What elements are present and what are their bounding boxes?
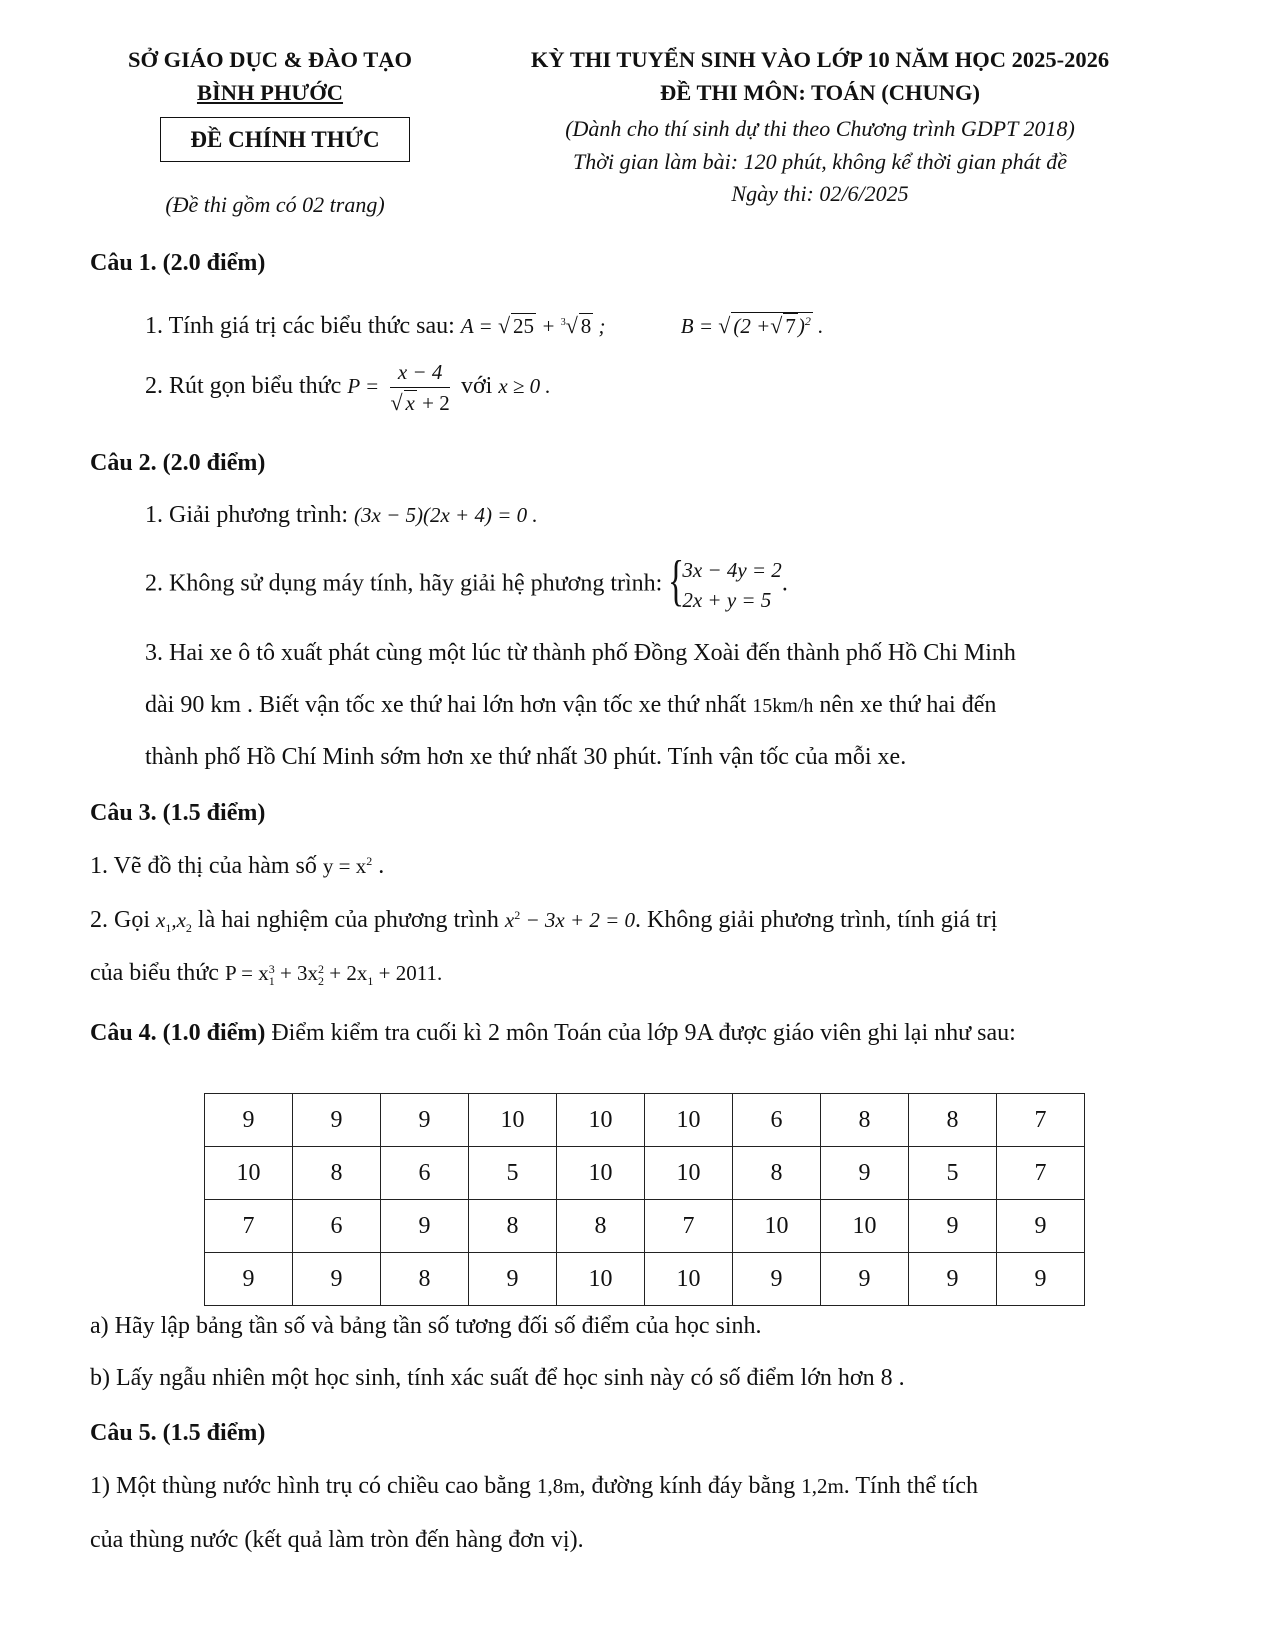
q4-intro: Điểm kiểm tra cuối kì 2 môn Toán của lớp 9A được giáo viên ghi lại như sau: [271,1020,1016,1046]
q3-part2-line2: của biểu thức P = x 3 1 + 3x 2 2 + $2x_1 + 2011$. [90,960,443,989]
table-cell: 9 [909,1253,997,1306]
table-cell: 9 [469,1253,557,1306]
table-cell: 6 [293,1200,381,1253]
q2-part3-line3: thành phố Hồ Chí Minh sớm hơn xe thứ nhất 30 phút. Tính vận tốc của mỗi xe. [145,744,907,770]
table-row [205,1200,1085,1253]
q2-part1 [145,502,538,529]
table-cell: 8 [469,1200,557,1253]
table-cell: 9 [997,1200,1085,1253]
pages-note: (Đề thi gồm có 02 trang) [165,192,385,217]
q2-part3-line2: dài 90 km . Biết vận tốc xe thứ hai lớn hơn vận tốc xe thứ nhất 15km/h nên xe thứ hai đến [145,692,997,718]
table-row [205,1147,1085,1200]
exam-duration: Thời gian làm bài: 120 phút, không kể thời gian phát đề [572,149,1067,174]
table-cell: 9 [381,1200,469,1253]
table-row [205,1094,1085,1147]
q1-part1 [145,312,823,340]
table-cell: 8 [821,1094,909,1147]
table-cell: 5 [909,1147,997,1200]
q3-function: $y = x^2$ [322,854,373,878]
q2-part2: 2. Không sử dụng máy tính, hãy giải hệ phương trình: { 3x − 4y = 2 2x + y = 5 . [145,555,788,615]
q1-expr-b: B = √ (2 +√ 7)$^2$ . [680,313,824,338]
table-cell: 10 [645,1147,733,1200]
table-cell: 10 [205,1147,293,1200]
table-cell: 7 [997,1147,1085,1200]
table-cell: 9 [821,1253,909,1306]
q3-title: Câu 3. (1.5 điểm) [90,800,266,826]
q3-part2-line1: 2. Gọi $x_1,x_2$ là hai nghiệm của phương trình $x^2 - 3x + 2 = 0$. Không giải phương trình, tính giá trị [90,907,998,936]
table-cell: 8 [909,1094,997,1147]
official-stamp: ĐỀ CHÍNH THỨC [160,117,410,162]
table-cell: 9 [733,1253,821,1306]
table-cell: 8 [557,1200,645,1253]
q2-part3-line1: 3. Hai xe ô tô xuất phát cùng một lúc từ thành phố Đồng Xoài đến thành phố Hồ Chi Minh [145,640,1016,666]
q1-condition: x ≥ 0 . [498,373,551,398]
scores-table [204,1093,1085,1306]
exam-date: Ngày thi: 02/6/2025 [731,181,909,206]
q2-system: { 3x − 4y = 2 2x + y = 5 [668,550,782,612]
table-cell: 10 [557,1253,645,1306]
table-cell: 9 [997,1253,1085,1306]
table-cell: 10 [821,1200,909,1253]
exam-title: KỲ THI TUYỂN SINH VÀO LỚP 10 NĂM HỌC 2025-2026 [530,47,1110,72]
table-cell: 10 [645,1094,733,1147]
table-cell: 6 [733,1094,821,1147]
table-cell: 8 [733,1147,821,1200]
q4-part-a: a) Hãy lập bảng tần số và bảng tần số tương đối số điểm của học sinh. [90,1313,762,1339]
table-cell: 8 [293,1147,381,1200]
q4-part-b: b) Lấy ngẫu nhiên một học sinh, tính xác suất để học sinh này có số điểm lớn hơn 8 . [90,1365,905,1391]
q1-with: với [460,372,493,399]
q2-part1-text: 1. Giải phương trình: [145,502,349,528]
q4-title: Câu 4. (1.0 điểm) [90,1020,266,1046]
q5-title: Câu 5. (1.5 điểm) [90,1420,266,1446]
table-cell: 7 [645,1200,733,1253]
q3-part1: 1. Vẽ đồ thị của hàm số $y = x^2$ . [90,853,385,879]
q1-part2 [145,360,551,416]
q1-title: Câu 1. (2.0 điểm) [90,250,266,276]
table-cell: 9 [909,1200,997,1253]
table-cell: 5 [469,1147,557,1200]
q4-header [90,1020,1016,1047]
table-cell: 10 [469,1094,557,1147]
exam-subject: ĐỀ THI MÔN: TOÁN (CHUNG) [659,80,981,105]
province-name: BÌNH PHƯỚC [196,80,344,105]
table-cell: 6 [381,1147,469,1200]
table-cell: 10 [557,1147,645,1200]
table-cell: 8 [381,1253,469,1306]
q2-part2-text: 2. Không sử dụng máy tính, hãy giải hệ phương trình: [145,570,663,597]
table-cell: 10 [645,1253,733,1306]
table-cell: 9 [821,1147,909,1200]
table-cell: 9 [205,1094,293,1147]
table-row [205,1253,1085,1306]
table-cell: 9 [293,1094,381,1147]
table-cell: 7 [205,1200,293,1253]
q2-title: Câu 2. (2.0 điểm) [90,450,266,476]
q5-part1-line2: của thùng nước (kết quả làm tròn đến hàng đơn vị). [90,1527,584,1553]
table-cell: 9 [381,1094,469,1147]
q1-part1-text: 1. Tính giá trị các biểu thức sau: [145,313,455,339]
table-cell: 7 [997,1094,1085,1147]
table-cell: 9 [205,1253,293,1306]
table-cell: 9 [293,1253,381,1306]
table-cell: 10 [733,1200,821,1253]
dept-name: SỞ GIÁO DỤC & ĐÀO TẠO [128,47,412,72]
q2-equation: (3x − 5)(2x + 4) = 0 . [354,503,538,527]
q5-part1-line1: 1) Một thùng nước hình trụ có chiều cao bằng 1,8m, đường kính đáy bằng 1,2m. Tính thể tích [90,1473,978,1499]
q1-expr-p: P = $\frac{x - 4}{√ x + 2}$ [347,360,450,415]
q1-expr-a: A = √ 25 + $^3$√ 8 ; [460,313,606,338]
exam-program: (Dành cho thí sinh dự thi theo Chương trình GDPT 2018) [565,116,1075,141]
q1-part2-text: 2. Rút gọn biểu thức [145,372,342,399]
table-cell: 10 [557,1094,645,1147]
